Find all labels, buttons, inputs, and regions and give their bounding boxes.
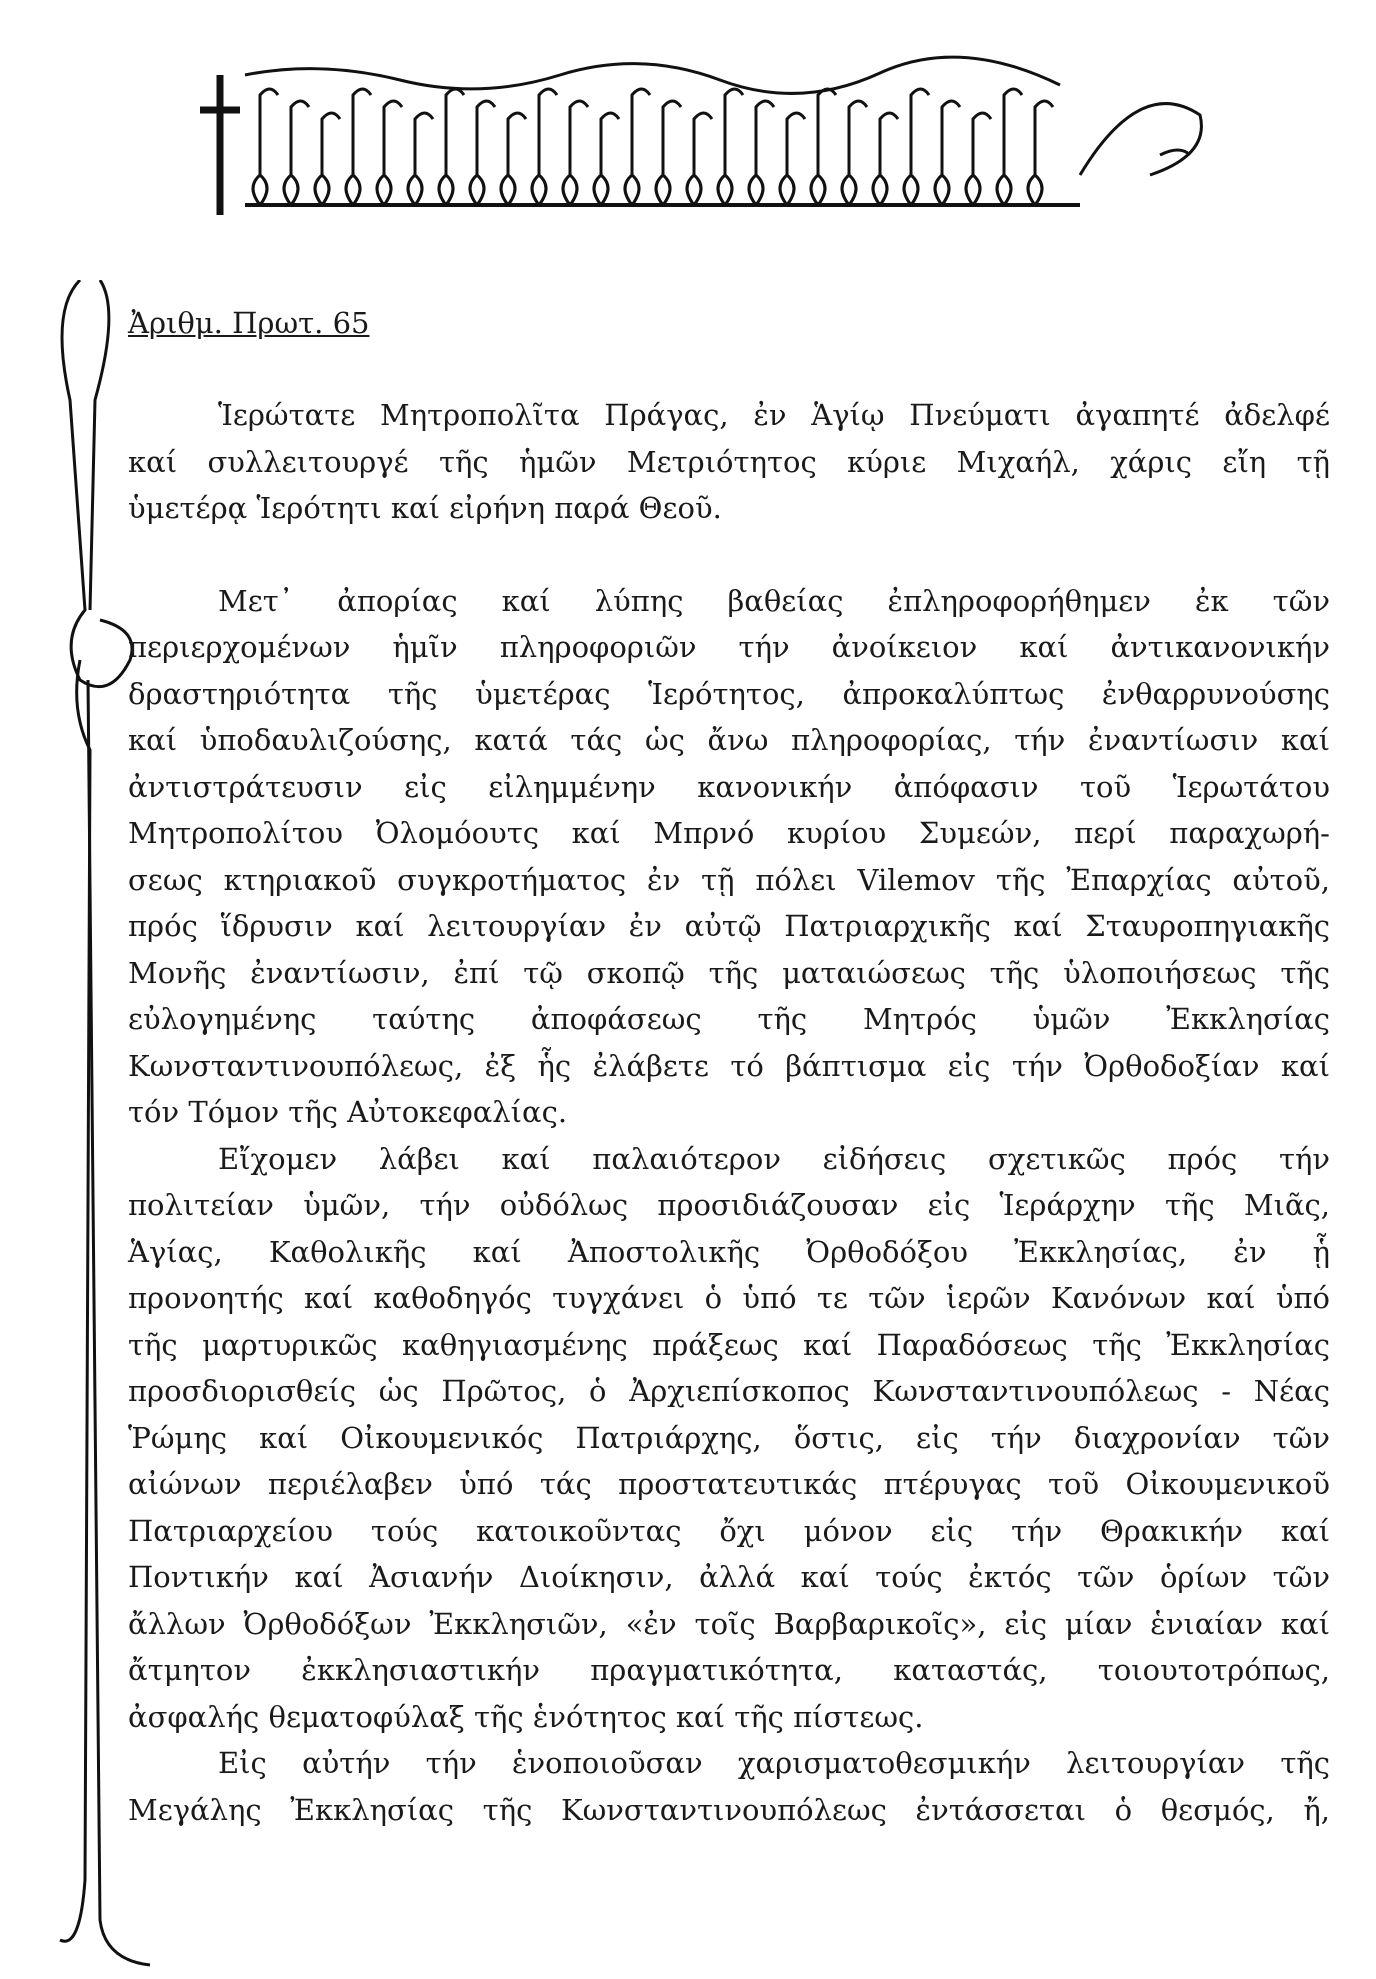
monogram-flourish (749, 101, 774, 205)
text-line: Ἁγίας, Καθολικῆς καί Ἀποστολικῆς Ὀρθοδόξου Ἐκκλησίας, ἐν ᾗ (128, 1234, 1330, 1269)
text-line: ἄλλων Ὀρθοδόξων Ἐκκλησιῶν, «ἐν τοῖς Βαρβαρικοῖς», εἰς μίαν ἑνιαίαν καί (128, 1606, 1330, 1641)
text-line: Μητροπολίτου Ὀλομόουτς καί Μπρνό κυρίου Συμεών, περί παραχωρή- (128, 816, 1330, 850)
paragraph (128, 392, 1330, 532)
text-line: πολιτείαν ὑμῶν, τήν οὐδόλως προσιδιάζουσαν εἰς Ἱεράρχην τῆς Μιᾶς, (128, 1188, 1330, 1222)
monogram-flourish (439, 89, 464, 205)
text-line: Ποντικήν καί Ἀσιανήν Διοίκησιν, ἀλλά καί τούς ἐκτός τῶν ὁρίων τῶν (128, 1560, 1330, 1594)
monogram-flourish (935, 101, 960, 205)
monogram-flourish (780, 113, 805, 205)
paragraph (128, 1136, 1330, 1741)
text-line: καί συλλειτουργέ τῆς ἡμῶν Μετριότητος κύριε Μιχαήλ, χάρις εἴη τῇ (128, 444, 1330, 479)
text-line: Μετ᾽ ἀπορίας καί λύπης βαθείας ἐπληροφορήθημεν ἐκ τῶν (218, 583, 1330, 618)
monogram-flourish (470, 101, 495, 205)
text-line: ἀντιστράτευσιν εἰς εἰλημμένην κανονικήν ἀπόφασιν τοῦ Ἱερωτάτου (128, 769, 1330, 804)
paragraph (128, 1740, 1330, 1833)
text-line: προνοητής καί καθοδηγός τυγχάνει ὁ ὑπό τε τῶν ἱερῶν Κανόνων καί ὑπό (128, 1281, 1330, 1315)
monogram-flourish (625, 89, 650, 205)
text-line: περιερχομένων ἡμῖν πληροφοριῶν τήν ἀνοίκειον καί ἀντικανονικήν (128, 630, 1330, 664)
monogram-flourish (811, 89, 836, 205)
monogram-flourish (687, 113, 712, 205)
monogram-flourish (346, 89, 371, 205)
text-line: Ἱερώτατε Μητροπολῖτα Πράγας, ἐν Ἁγίῳ Πνεύματι ἀγαπητέ ἀδελφέ (218, 398, 1330, 432)
monogram-flourish (253, 89, 278, 205)
monogram-flourish (718, 89, 743, 205)
text-line: προσδιορισθείς ὡς Πρῶτος, ὁ Ἀρχιεπίσκοπος Κωνσταντινουπόλεως - Νέας (128, 1374, 1330, 1408)
monogram-flourish (1028, 101, 1053, 205)
text-line: Πατριαρχείου τούς κατοικοῦντας ὄχι μόνον εἰς τήν Θρακικήν καί (128, 1513, 1330, 1548)
text-line: Μεγάλης Ἐκκλησίας τῆς Κωνσταντινουπόλεως ἐντάσσεται ὁ θεσμός, ἤ, (128, 1792, 1330, 1827)
text-line: τόν Τόμον τῆς Αὐτοκεφαλίας. (128, 1095, 568, 1129)
monogram-flourish (315, 113, 340, 205)
monogram-flourish (501, 113, 526, 205)
text-line: καί ὑποδαυλιζούσης, κατά τάς ὡς ἄνω πληροφορίας, τήν ἐναντίωσιν καί (128, 723, 1330, 757)
monogram-flourish (284, 101, 309, 205)
patriarchal-monogram-header (200, 55, 1280, 235)
monogram-flourish (377, 101, 402, 205)
text-line: δραστηριότητα τῆς ὑμετέρας Ἱερότητος, ἀπροκαλύπτως ἐνθαρρυνούσης (128, 676, 1330, 711)
monogram-flourish (594, 113, 619, 205)
monogram-flourish (966, 113, 991, 205)
text-line: Κωνσταντινουπόλεως, ἐξ ἧς ἐλάβετε τό βάπτισμα εἰς τήν Ὀρθοδοξίαν καί (128, 1048, 1330, 1083)
monogram-flourish (873, 113, 898, 205)
text-line: πρός ἵδρυσιν καί λειτουργίαν ἐν αὐτῷ Πατριαρχικῆς καί Σταυροπηγιακῆς (128, 909, 1330, 943)
letter-body (128, 300, 1330, 1879)
paragraph (128, 578, 1330, 1136)
text-line: Εἴχομεν λάβει καί παλαιότερον εἰδήσεις σχετικῶς πρός τήν (218, 1141, 1330, 1176)
monogram-flourish (563, 101, 588, 205)
monogram-flourish (408, 113, 433, 205)
text-line: ἀσφαλής θεματοφύλαξ τῆς ἑνότητος καί τῆς πίστεως. (128, 1699, 924, 1734)
monogram-flourish (532, 89, 557, 205)
text-line: τῆς μαρτυρικῶς καθηγιασμένης πράξεως καί Παραδόσεως τῆς Ἐκκλησίας (128, 1327, 1330, 1362)
text-line: Ῥώμης καί Οἰκουμενικός Πατριάρχης, ὅστις, εἰς τήν διαχρονίαν τῶν (128, 1420, 1330, 1455)
text-line: Εἰς αὐτήν τήν ἑνοποιοῦσαν χαρισματοθεσμικήν λειτουργίαν τῆς (218, 1746, 1330, 1780)
text-line: αἰώνων περιέλαβεν ὑπό τάς προστατευτικάς πτέρυγας τοῦ Οἰκουμενικοῦ (128, 1467, 1330, 1501)
text-line: εὐλογημένης ταύτης ἀποφάσεως τῆς Μητρός ὑμῶν Ἐκκλησίας (128, 1002, 1330, 1036)
monogram-flourish (656, 101, 681, 205)
monogram-flourish (904, 89, 929, 205)
text-line: ἄτμητον ἐκκλησιαστικήν πραγματικότητα, καταστάς, τοιουτοτρόπως, (128, 1653, 1330, 1687)
text-line: Μονῆς ἐναντίωσιν, ἐπί τῷ σκοπῷ τῆς ματαιώσεως τῆς ὑλοποιήσεως τῆς (128, 955, 1330, 990)
text-line: ὑμετέρᾳ Ἱερότητι καί εἰρήνη παρά Θεοῦ. (128, 491, 722, 525)
monogram-flourish (842, 101, 867, 205)
monogram-flourish (997, 89, 1022, 205)
text-line: σεως κτηριακοῦ συγκροτήματος ἐν τῇ πόλει Vilemov τῆς Ἐπαρχίας αὐτοῦ, (128, 862, 1330, 897)
protocol-number: Ἀριθμ. Πρωτ. 65 (128, 306, 370, 340)
